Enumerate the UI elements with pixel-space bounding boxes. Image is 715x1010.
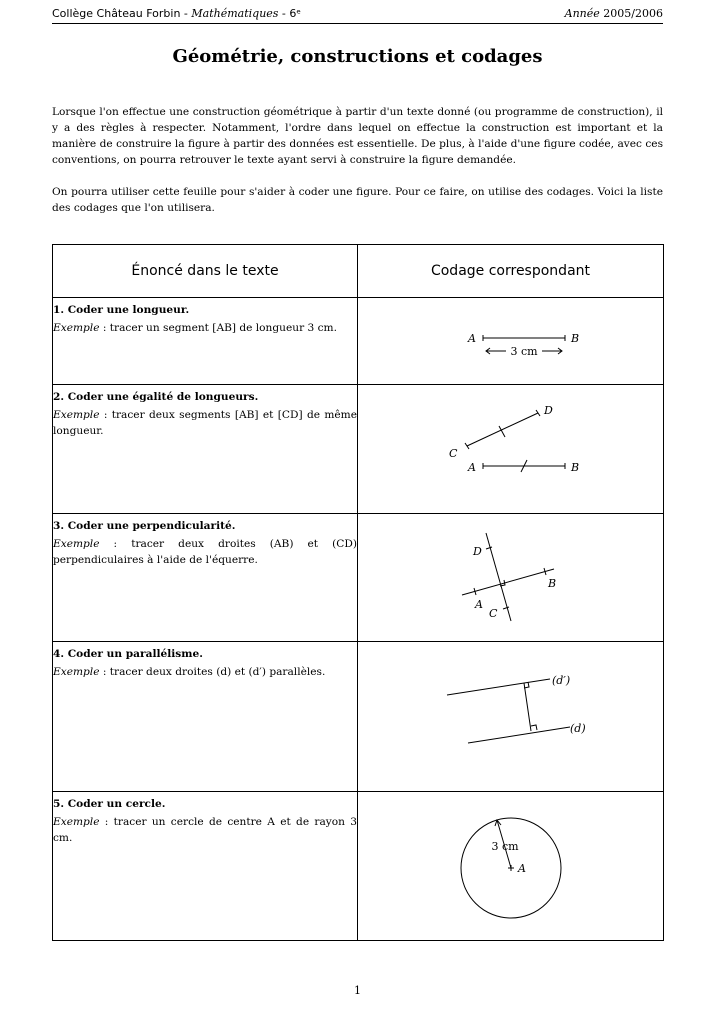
row-example: Exemple : tracer deux droites (AB) et (CD) perpendiculaires à l'aide de l'équerre. xyxy=(53,538,357,566)
column-header-codage: Codage correspondant xyxy=(358,245,664,298)
center-label: A xyxy=(518,862,526,875)
page-title: Géométrie, constructions et codages xyxy=(172,46,543,67)
parallel-diagram xyxy=(358,642,664,792)
point-b-label: B xyxy=(571,332,580,345)
point-b-label: B xyxy=(548,577,557,590)
row-text-length xyxy=(53,298,358,385)
row-example: Exemple : tracer un cercle de centre A et de rayon 3 cm. xyxy=(53,816,357,844)
codage-table xyxy=(52,244,664,941)
figure-perpendicular xyxy=(358,514,664,642)
row-heading: 3. Coder une perpendicularité. xyxy=(53,520,236,532)
usage-paragraph: On pourra utiliser cette feuille pour s'aider à coder une figure. Pour ce faire, on utilise des codages. Voici la liste des codages que l'on utilisera. xyxy=(52,186,663,214)
row-example: Exemple : tracer un segment [AB] de longueur 3 cm. xyxy=(53,322,337,334)
table-row xyxy=(53,385,664,514)
row-heading: 5. Coder un cercle. xyxy=(53,798,166,810)
header-school: Collège Château Forbin - Mathématiques - 6ᵉ xyxy=(52,7,301,20)
length-label: 3 cm xyxy=(510,345,538,358)
point-c-label: C xyxy=(489,607,498,620)
point-a-label: A xyxy=(468,461,476,474)
point-a-label: A xyxy=(475,598,483,611)
equal-lengths-diagram xyxy=(358,385,664,514)
row-text-perpendicular xyxy=(53,514,358,642)
line-d-prime-label: (d′) xyxy=(552,674,571,687)
page-header xyxy=(52,6,663,24)
point-c-label: C xyxy=(449,447,458,460)
row-text-circle xyxy=(53,792,358,941)
header-year: Année 2005/2006 xyxy=(564,7,663,20)
table-row xyxy=(53,792,664,941)
line-d-label: (d) xyxy=(570,722,586,735)
point-d-label: D xyxy=(473,545,482,558)
column-header-enonce: Énoncé dans le texte xyxy=(53,245,358,298)
figure-circle xyxy=(358,792,664,941)
row-text-equal-lengths xyxy=(53,385,358,514)
row-example: Exemple : tracer deux segments [AB] et [CD] de même longueur. xyxy=(53,409,357,437)
intro-paragraph: Lorsque l'on effectue une construction géométrique à partir d'un texte donné (ou programme de construction), il y a des règles à respecter. Notamment, l'ordre dans lequel on effectue la construction est important et la manière de construire la figure à partir des données est essentielle. De plus, à l'aide d'une figure codée, avec ces conventions, on pourra retrouver le texte ayant servi à construire la figure demandée. xyxy=(52,106,663,166)
perpendicular-diagram xyxy=(358,514,664,642)
table-row xyxy=(53,514,664,642)
table-header-row xyxy=(53,245,664,298)
figure-length xyxy=(358,298,664,385)
length-diagram xyxy=(358,298,664,385)
circle-diagram xyxy=(358,792,664,941)
figure-equal-lengths xyxy=(358,385,664,514)
table-row xyxy=(53,298,664,385)
table-row xyxy=(53,642,664,792)
point-b-label: B xyxy=(571,461,580,474)
row-heading: 4. Coder un parallélisme. xyxy=(53,648,203,660)
row-heading: 2. Coder une égalité de longueurs. xyxy=(53,391,259,403)
row-example: Exemple : tracer deux droites (d) et (d′) parallèles. xyxy=(53,666,326,678)
page-number: 1 xyxy=(354,984,361,997)
radius-label: 3 cm xyxy=(491,840,519,853)
row-text-parallel xyxy=(53,642,358,792)
point-a-label: A xyxy=(468,332,476,345)
row-heading: 1. Coder une longueur. xyxy=(53,304,190,316)
point-d-label: D xyxy=(544,404,553,417)
figure-parallel xyxy=(358,642,664,792)
